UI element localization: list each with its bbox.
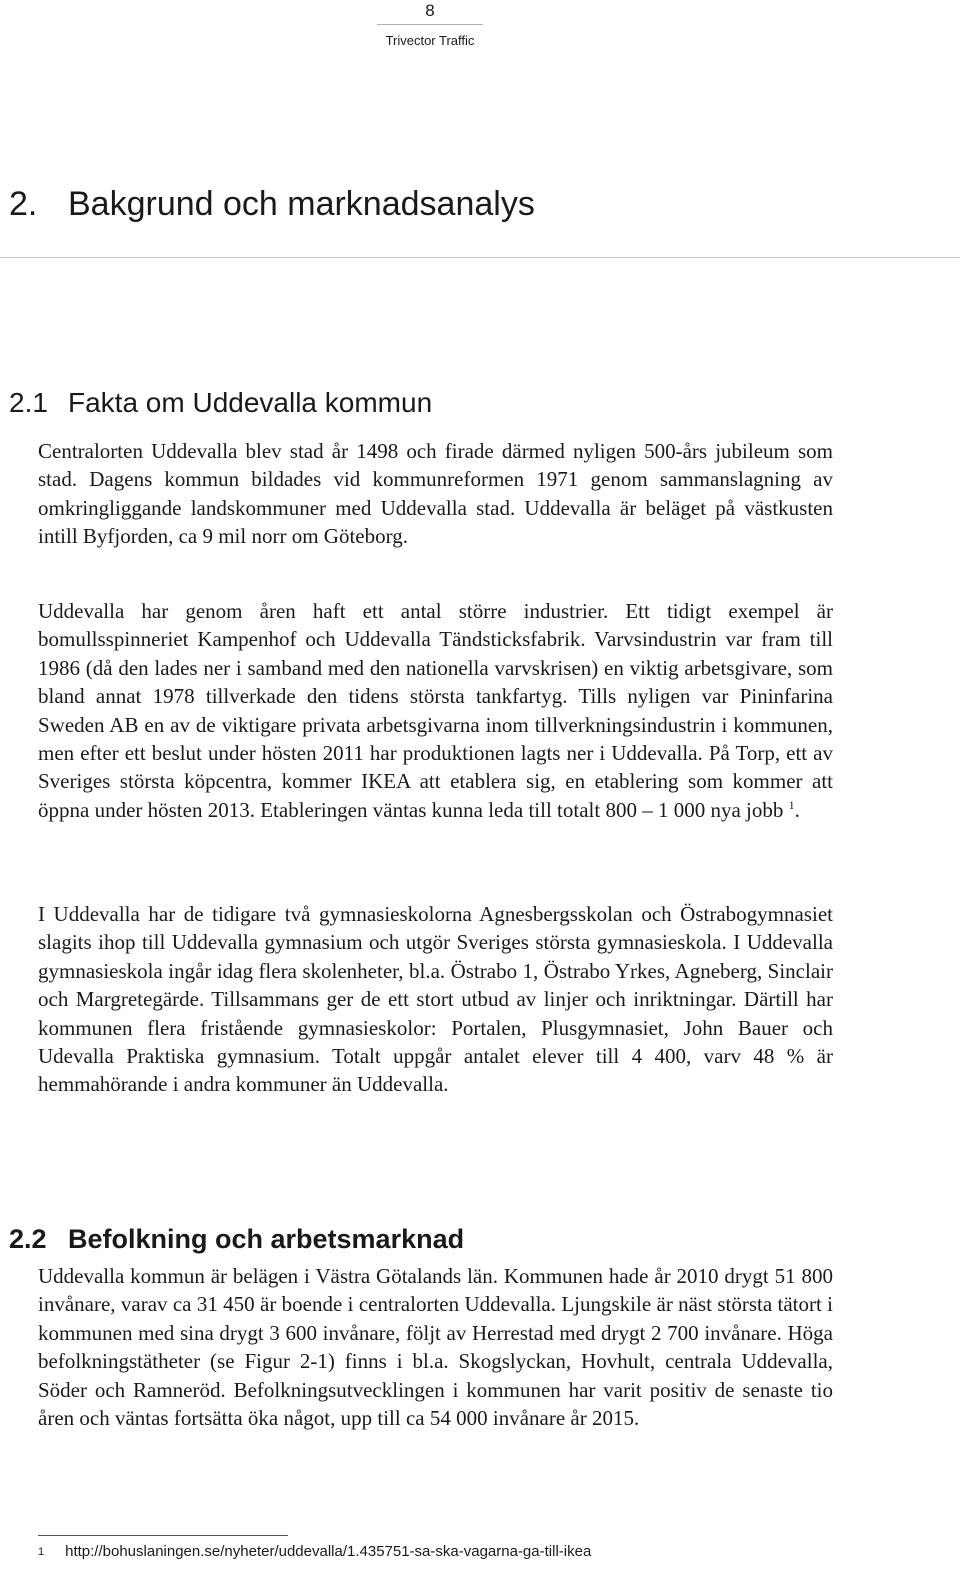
footnote-link[interactable]: http://bohuslaningen.se/nyheter/uddevalla/1.435751-sa-ska-vagarna-ga-till-ikea	[65, 1543, 592, 1560]
section-heading-2	[9, 184, 535, 224]
paragraph-industry	[38, 597, 833, 824]
section-title: Befolkning och arbetsmarknad	[68, 1224, 465, 1254]
section-number: 2.	[9, 185, 38, 223]
company-name: Trivector Traffic	[385, 33, 475, 48]
footnote	[38, 1543, 591, 1561]
footnote-mark: 1	[38, 1546, 45, 1558]
paragraph-text: Uddevalla har genom åren haft ett antal större industrier. Ett tidigt exempel är bomullsspinneriet Kampenhof och Uddevalla Tändsticksfabrik. Varvsindustrin var fram till 1986 (då den lades ner i samband med den nationella varvskrisen) en viktig arbetsgivare, som bland annat 1978 tillverkade den tidens största tankfartyg. Tills nyligen var Pininfarina Sweden AB en av de viktigare privata arbetsgivarna inom tillverkningsindustrin i kommunen, men efter ett beslut under hösten 2011 har produktionen lagts ner i Uddevalla. På Torp, ett av Sveriges största köpcentra, kommer IKEA att etablera sig, en etablering som kommer att öppna under hösten 2013. Etableringen väntas kunna leda till totalt 800 – 1 000 nya jobb	[38, 599, 833, 822]
footnote-divider	[38, 1535, 288, 1536]
section-heading-2-2	[9, 1222, 464, 1256]
paragraph-schools: I Uddevalla har de tidigare två gymnasieskolorna Agnesbergsskolan och Östrabogymnasiet slagits ihop till Uddevalla gymnasium och utgör Sveriges största gymnasieskola. I Uddevalla gymnasieskola ingår idag flera skolenheter, bl.a. Östrabo 1, Östrabo Yrkes, Agneberg, Sinclair och Margretegärde. Tillsammans ger de ett stort utbud av linjer och inriktningar. Därtill har kommunen flera fristående gymnasieskolor: Portalen, Plusgymnasiet, John Bauer och Udevalla Praktiska gymnasium. Totalt uppgår antalet elever till 4 400, varv 48 % är hemmahörande i andra kommuner än Uddevalla.	[38, 902, 833, 1097]
section-heading-2-1	[9, 386, 432, 420]
page-number: 8	[425, 1, 435, 20]
section-number: 2.1	[9, 387, 48, 418]
page-header	[377, 0, 483, 49]
section-title: Bakgrund och marknadsanalys	[68, 185, 535, 223]
section-number: 2.2	[9, 1224, 47, 1254]
header-divider	[377, 24, 483, 25]
section-title: Fakta om Uddevalla kommun	[68, 387, 433, 418]
paragraph-end: .	[794, 797, 800, 822]
section-divider	[0, 257, 960, 258]
paragraph-population: Uddevalla kommun är belägen i Västra Götalands län. Kommunen hade år 2010 drygt 51 800 invånare, varav ca 31 450 är boende i centralorten Uddevalla. Ljungskile är näst största tätort i kommunen med sina drygt 3 600 invånare, följt av Herrestad med drygt 2 700 invånare. Höga befolkningstätheter (se Figur 2-1) finns i bl.a. Skogslyckan, Hovhult, centrala Uddevalla, Söder och Ramneröd. Befolkningsutvecklingen i kommunen har varit positiv de senaste tio åren och väntas fortsätta öka något, upp till ca 54 000 invånare år 2015.	[38, 1264, 833, 1431]
footnote-reference[interactable]: 1	[788, 797, 795, 812]
paragraph-history: Centralorten Uddevalla blev stad år 1498 och firade därmed nyligen 500-års jubileum som stad. Dagens kommun bildades vid kommunreformen 1971 genom sammanslagning av omkringliggande landskommuner med Uddevalla stad. Uddevalla är beläget på västkusten intill Byfjorden, ca 9 mil norr om Göteborg.	[38, 439, 833, 549]
